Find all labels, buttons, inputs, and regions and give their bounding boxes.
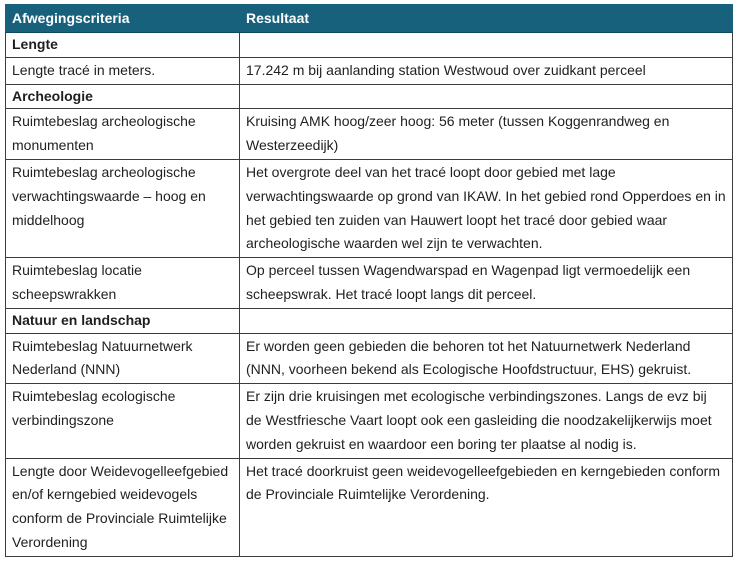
section-row-lengte bbox=[6, 33, 733, 58]
resultaat-cell bbox=[240, 57, 733, 84]
criterium-cell bbox=[6, 57, 240, 84]
resultaat-cell bbox=[240, 109, 733, 160]
resultaat-text: Het overgrote deel van het tracé loopt door gebied met lage verwachtingswaarde op grond van IKAW. In het gebied rond Opperdoes en in het gebied ten zuiden van Hauwert loopt het tracé door gebied waar archeologische waarden wel zijn te verwachten. bbox=[246, 163, 726, 252]
section-label: Natuur en landschap bbox=[6, 308, 240, 333]
section-empty-cell bbox=[240, 33, 733, 58]
criterium-text: Ruimtebeslag Natuurnetwerk Nederland (NNN) bbox=[12, 337, 193, 378]
criterium-text: Ruimtebeslag locatie scheepswrakken bbox=[12, 262, 142, 302]
criteria-table bbox=[5, 4, 733, 557]
section-label: Archeologie bbox=[6, 84, 240, 109]
column-header-criteria: Afwegingscriteria bbox=[6, 5, 240, 33]
section-empty-cell bbox=[240, 308, 733, 333]
resultaat-text: 17.242 m bij aanlanding station Westwoud over zuidkant perceel bbox=[246, 61, 646, 78]
table-row bbox=[6, 458, 733, 556]
resultaat-cell bbox=[240, 258, 733, 309]
criterium-text: Ruimtebeslag ecologische verbindingszone bbox=[12, 388, 176, 428]
resultaat-text: Kruising AMK hoog/zeer hoog: 56 meter (tussen Koggenrandweg en Westerzeedijk) bbox=[246, 113, 670, 154]
section-label: Lengte bbox=[6, 33, 240, 58]
resultaat-text: Er worden geen gebieden die behoren tot het Natuurnetwerk Nederland (NNN, voorheen bekend als Ecologische Hoofdstructuur, EHS) gekruist. bbox=[246, 337, 692, 378]
section-row-archeologie bbox=[6, 84, 733, 109]
resultaat-cell bbox=[240, 384, 733, 458]
table-row bbox=[6, 109, 733, 160]
resultaat-cell bbox=[240, 458, 733, 556]
resultaat-text: Het tracé doorkruist geen weidevogelleefgebieden en kerngebieden conform de Provinciale Ruimtelijke Verordening. bbox=[246, 462, 720, 503]
table-row bbox=[6, 384, 733, 458]
resultaat-text: Er zijn drie kruisingen met ecologische verbindingszones. Langs de evz bij de Westfriesche Vaart loopt ook een gasleiding die noodzakelijkerwijs moet worden gekruist en waardoor een boring ter plaatse al nodig is. bbox=[246, 388, 712, 452]
criterium-cell bbox=[6, 458, 240, 556]
criterium-text: Lengte tracé in meters. bbox=[12, 61, 156, 78]
criterium-text: Ruimtebeslag archeologische verwachtingswaarde – hoog en middelhoog bbox=[12, 163, 206, 228]
section-row-natuur bbox=[6, 308, 733, 333]
table-row bbox=[6, 333, 733, 384]
criterium-text: Ruimtebeslag archeologische monumenten bbox=[12, 113, 196, 154]
column-header-result: Resultaat bbox=[240, 5, 733, 33]
resultaat-cell bbox=[240, 333, 733, 384]
section-empty-cell bbox=[240, 84, 733, 109]
resultaat-cell bbox=[240, 159, 733, 257]
criterium-text: Lengte door Weidevogelleefgebied en/of kerngebied weidevogels conform de Provinciale Ruimtelijke Verordening bbox=[12, 462, 229, 550]
table-row bbox=[6, 159, 733, 257]
table-row bbox=[6, 258, 733, 309]
criterium-cell bbox=[6, 109, 240, 160]
criterium-cell bbox=[6, 384, 240, 458]
criterium-cell bbox=[6, 159, 240, 257]
table-row bbox=[6, 57, 733, 84]
criterium-cell bbox=[6, 258, 240, 309]
table-header-row bbox=[6, 5, 733, 33]
criterium-cell bbox=[6, 333, 240, 384]
resultaat-text: Op perceel tussen Wagendwarspad en Wagenpad ligt vermoedelijk een scheepswrak. Het tracé loopt langs dit perceel. bbox=[246, 262, 691, 302]
